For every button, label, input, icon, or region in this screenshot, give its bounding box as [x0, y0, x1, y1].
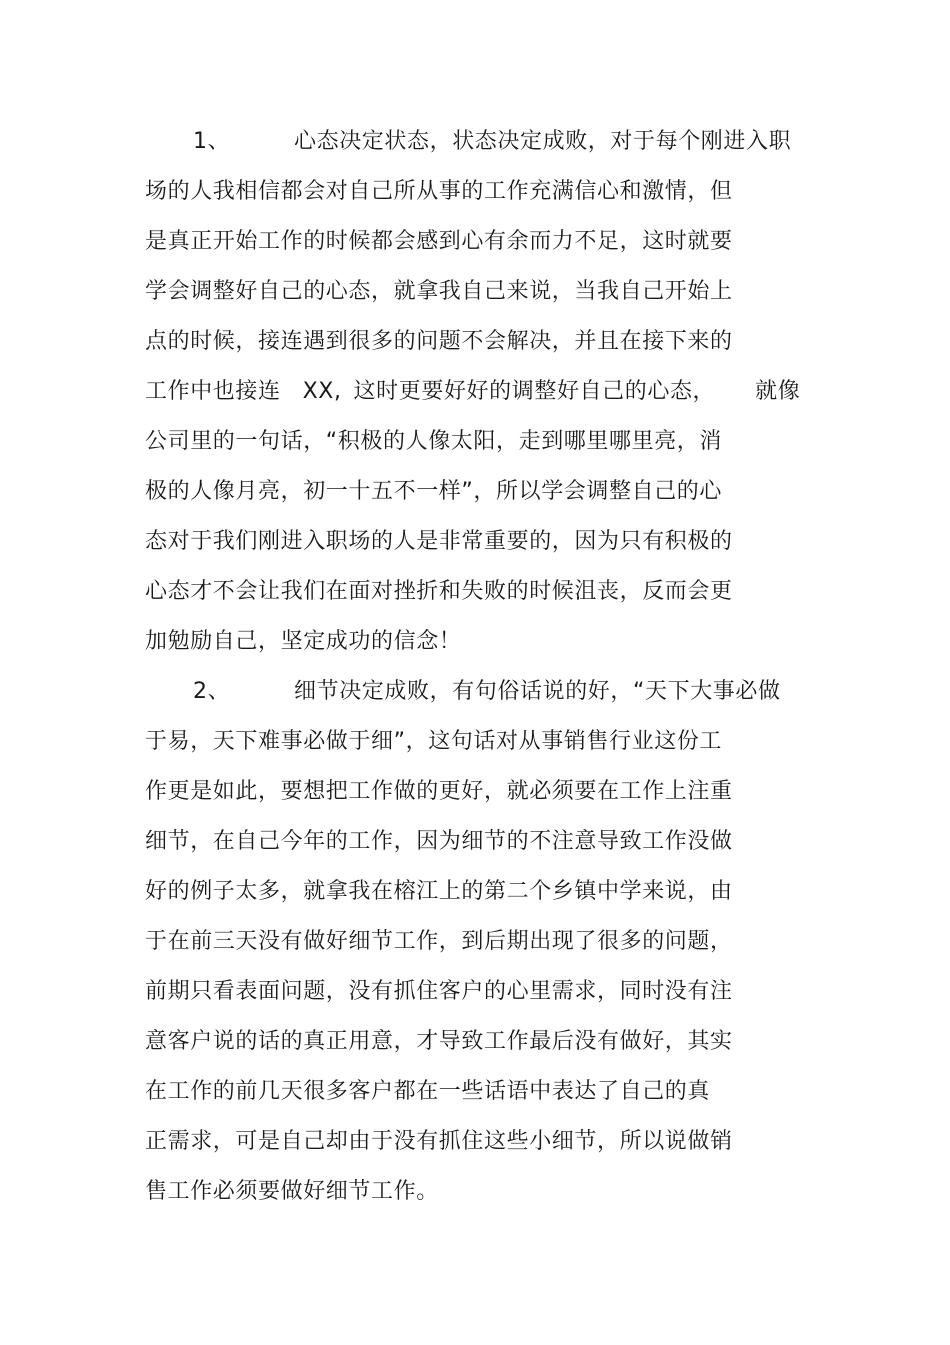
paragraph-1-line-11: 加勉励自己，坚定成功的信念！	[145, 629, 462, 654]
paragraph-1-line-3: 是真正开始工作的时候都会感到心有余而力不足，这时就要	[145, 229, 733, 254]
paragraph-2-text: 细节决定成败，有句俗话说的好，“天下大事必做	[294, 679, 781, 704]
paragraph-2-line-11: 售工作必须要做好细节工作。	[145, 1179, 439, 1204]
line-6-part-c: 这时更要好好的调整好自己的心态，	[353, 379, 716, 404]
line-6-part-d: 就像	[755, 379, 801, 404]
paragraph-1-line-9: 态对于我们刚进入职场的人是非常重要的，因为只有积极的	[145, 529, 733, 554]
paragraph-1-line-10: 心态才不会让我们在面对挫折和失败的时候沮丧，反而会更	[145, 579, 733, 604]
paragraph-1-text: 心态决定状态，状态决定成败，对于每个刚进入职	[294, 129, 792, 154]
paragraph-2-line-8: 意客户说的话的真正用意，才导致工作最后没有做好，其实	[145, 1029, 733, 1054]
paragraph-2-line-3: 作更是如此，要想把工作做的更好，就必须要在工作上注重	[145, 779, 733, 804]
paragraph-1-line-4: 学会调整好自己的心态，就拿我自己来说，当我自己开始上	[145, 279, 733, 304]
paragraph-2-line-9: 在工作的前几天很多客户都在一些话语中表达了自己的真	[145, 1079, 711, 1104]
paragraph-2-line-1	[193, 672, 781, 712]
paragraph-2-line-6: 于在前三天没有做好细节工作，到后期出现了很多的问题，	[145, 929, 733, 954]
paragraph-2-number: 2、	[193, 679, 231, 704]
paragraph-1-line-2: 场的人我相信都会对自己所从事的工作充满信心和激情，但	[145, 179, 733, 204]
paragraph-1-line-7: 公司里的一句话，“积极的人像太阳，走到哪里哪里亮，消	[145, 429, 722, 454]
line-6-placeholder-xx: XX,	[302, 379, 342, 404]
paragraph-2-line-10: 正需求，可是自己却由于没有抓住这些小细节，所以说做销	[145, 1129, 733, 1154]
paragraph-2-line-5: 好的例子太多，就拿我在榕江上的第二个乡镇中学来说，由	[145, 879, 733, 904]
paragraph-2-line-2: 于易，天下难事必做于细”，这句话对从事销售行业这份工	[145, 729, 722, 754]
paragraph-1-line-8: 极的人像月亮，初一十五不一样”，所以学会调整自己的心	[145, 479, 722, 504]
paragraph-1-line-1	[193, 122, 791, 162]
paragraph-2-line-4: 细节，在自己今年的工作，因为细节的不注意导致工作没做	[145, 829, 733, 854]
paragraph-1-line-6	[145, 372, 800, 412]
paragraph-2-line-7: 前期只看表面问题，没有抓住客户的心里需求，同时没有注	[145, 979, 733, 1004]
paragraph-1-line-5: 点的时候，接连遇到很多的问题不会解决，并且在接下来的	[145, 329, 733, 354]
paragraph-1-number: 1、	[193, 129, 231, 154]
line-6-part-a: 工作中也接连	[145, 379, 281, 404]
